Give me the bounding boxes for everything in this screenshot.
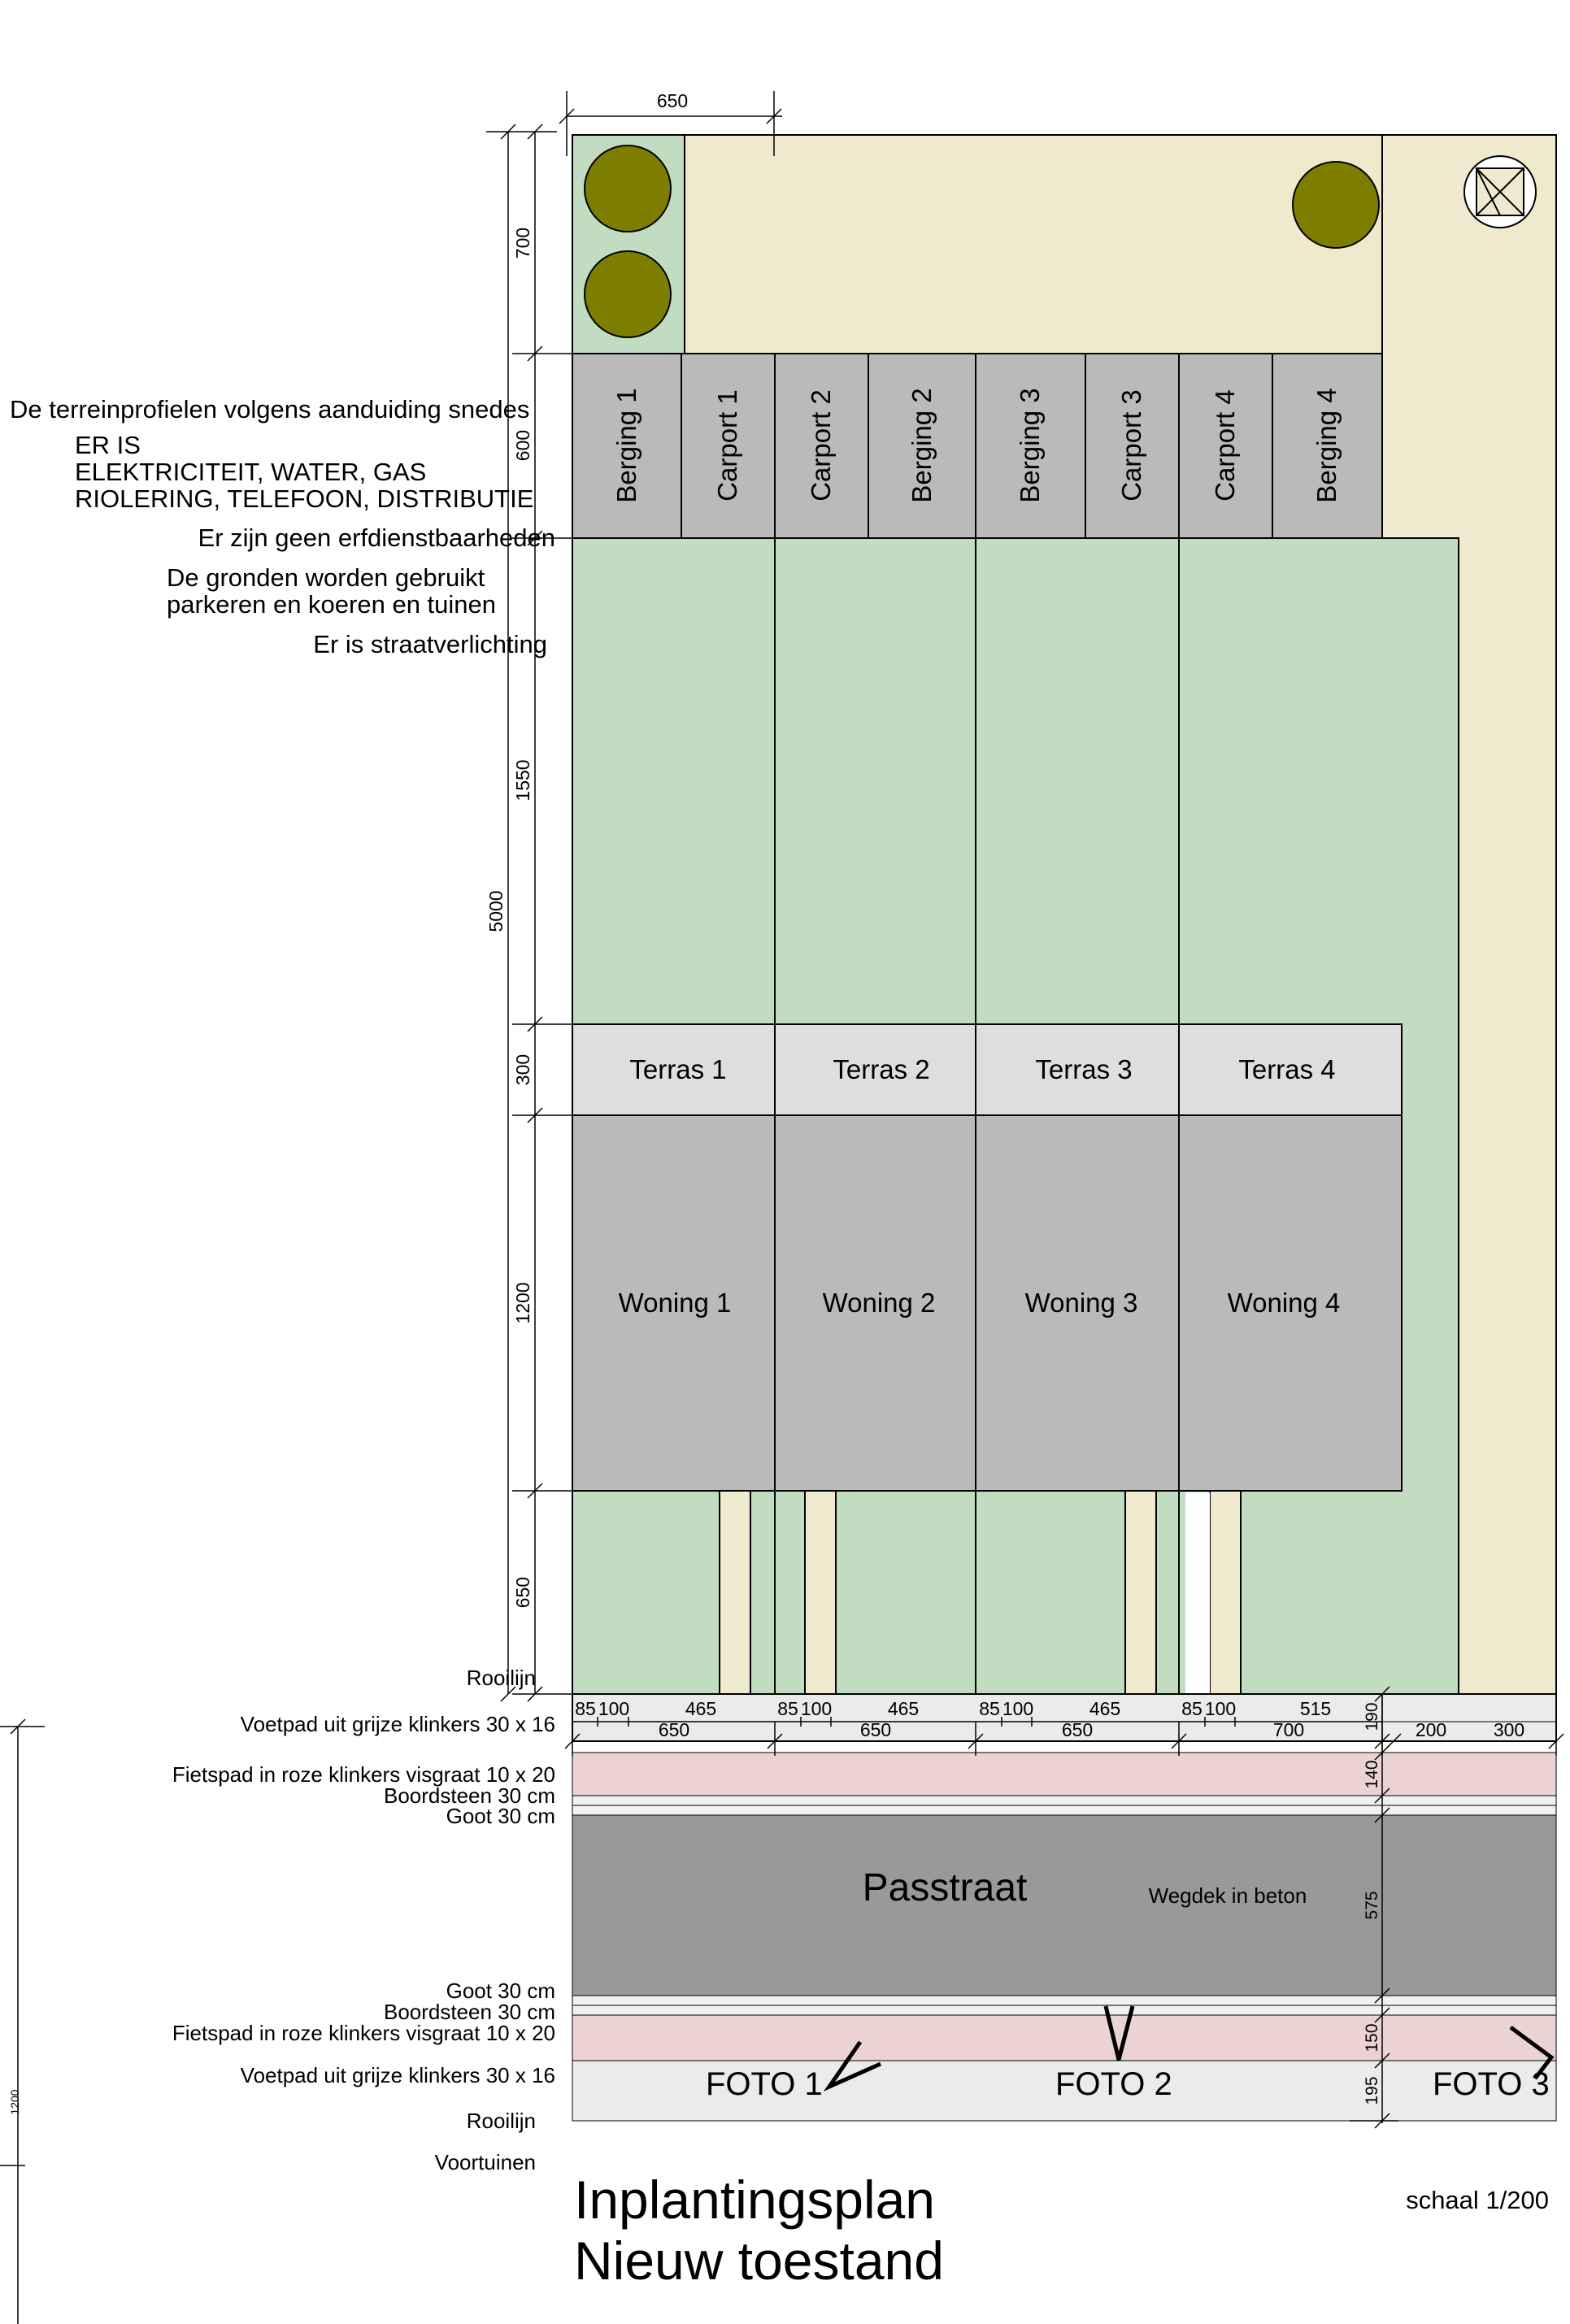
utility-cross-icon: [1464, 156, 1536, 228]
dimension-label: 300: [512, 1053, 533, 1086]
gutter-top: [572, 1805, 1556, 1815]
shed-label: Carport 2: [806, 389, 836, 502]
dimension-label: 150: [1363, 2023, 1381, 2053]
dimension-label: 100: [598, 1698, 630, 1719]
dimension-label: 650: [1061, 1719, 1094, 1740]
dimension-label: 85: [1181, 1698, 1203, 1719]
street-layer-label: Boordsteen 30 cm: [383, 2000, 555, 2024]
house-label: Woning 3: [1024, 1288, 1138, 1318]
plan-title: Inplantingsplan: [574, 2170, 936, 2230]
dimension-label: 85: [777, 1698, 798, 1719]
dimension-label: 600: [512, 429, 533, 462]
dimension-label: 100: [800, 1698, 833, 1719]
dimension-label: 5000: [485, 890, 507, 932]
tree-icon: [1293, 162, 1379, 248]
shed-label: Berging 4: [1311, 388, 1342, 503]
note-utilities-1: ELEKTRICITEIT, WATER, GAS: [75, 458, 427, 486]
house-label: Woning 4: [1227, 1288, 1341, 1318]
dimension-label: 100: [1002, 1698, 1034, 1719]
curb-top: [572, 1796, 1556, 1805]
shed-label: Carport 4: [1210, 389, 1240, 502]
gutter-bottom: [572, 1996, 1556, 2005]
street-layer-label: Fietspad in roze klinkers visgraat 10 x 20: [172, 2021, 555, 2045]
note-profiles: De terreinprofielen volgens aanduiding snedes: [10, 395, 530, 424]
dimension-label: 700: [1272, 1719, 1305, 1740]
storage-row: [572, 354, 1382, 538]
house-label: Woning 1: [618, 1288, 732, 1318]
tree-icon: [585, 146, 671, 232]
photo-marker-label: FOTO 3: [1433, 2066, 1550, 2102]
dimension-label: 200: [1415, 1719, 1447, 1740]
street-layer-label: Goot 30 cm: [446, 1979, 555, 2003]
note-easements: Er zijn geen erfdienstbaarheden: [198, 523, 555, 552]
bikepath-bottom: [572, 2015, 1556, 2061]
terrace-label: Terras 3: [1035, 1054, 1133, 1084]
plan-subtitle: Nieuw toestand: [574, 2231, 944, 2291]
house-label: Woning 2: [822, 1288, 936, 1318]
rooilijn-label: Rooilijn: [466, 1666, 536, 1690]
tree-icon: [585, 251, 671, 337]
shed-label: Berging 2: [907, 388, 937, 503]
dimension-label: 650: [859, 1719, 892, 1740]
dimension-label: 515: [1299, 1698, 1332, 1719]
street-layer-label: Goot 30 cm: [446, 1804, 555, 1828]
street-layer-label: Voetpad uit grijze klinkers 30 x 16: [240, 2063, 555, 2087]
shed-label: Carport 3: [1116, 389, 1146, 502]
dimension-label: 1550: [512, 759, 533, 801]
dimension-label: 650: [656, 90, 689, 111]
terrace-label: Terras 2: [833, 1054, 930, 1084]
road-surface-label: Wegdek in beton: [1148, 1883, 1307, 1908]
bikepath-top: [572, 1753, 1556, 1796]
note-use-1: De gronden worden gebruikt: [167, 563, 485, 592]
dimension-label: 465: [1089, 1698, 1121, 1719]
note-use-2: parkeren en koeren en tuinen: [167, 590, 497, 619]
dimension-label: 190: [1363, 1702, 1381, 1731]
street-layer-label: Boordsteen 30 cm: [383, 1783, 555, 1808]
note-lighting: Er is straatverlichting: [313, 630, 547, 658]
dimension-label: 85: [575, 1698, 596, 1719]
dimension-label: 650: [512, 1576, 533, 1609]
street-name: Passtraat: [862, 1866, 1028, 1909]
driveway-gap: [1185, 1492, 1210, 1693]
rear-garden-sand-area: [685, 135, 1382, 354]
scale-label: schaal 1/200: [1406, 2186, 1549, 2214]
dimension-label: 1200: [8, 2089, 21, 2115]
dimension-label: 195: [1363, 2076, 1381, 2105]
note-er-is: ER IS: [75, 431, 141, 459]
dimension-label: 85: [979, 1698, 1000, 1719]
shed-label: Berging 1: [611, 388, 641, 503]
dimension-label: 1200: [512, 1282, 533, 1324]
dimension-label: 100: [1204, 1698, 1237, 1719]
dimension-label: 465: [685, 1698, 717, 1719]
dimension-label: 700: [512, 227, 533, 259]
terrace-label: Terras 1: [629, 1054, 727, 1084]
note-utilities-2: RIOLERING, TELEFOON, DISTRIBUTIE: [75, 484, 534, 513]
dimension-label: 650: [658, 1719, 690, 1740]
street-layer-label: Voetpad uit grijze klinkers 30 x 16: [240, 1712, 555, 1736]
dimension-label: 140: [1363, 1760, 1381, 1789]
rooilijn-label: Rooilijn: [466, 2109, 536, 2133]
dimension-label: 465: [887, 1698, 920, 1719]
voortuinen-label: Voortuinen: [434, 2150, 536, 2174]
terrace-label: Terras 4: [1238, 1054, 1336, 1084]
photo-marker-label: FOTO 1: [706, 2066, 823, 2102]
photo-marker-label: FOTO 2: [1055, 2066, 1172, 2102]
curb-bottom: [572, 2005, 1556, 2015]
road-surface: [572, 1815, 1556, 1996]
shed-label: Carport 1: [712, 389, 742, 502]
dimension-label: 575: [1363, 1891, 1381, 1920]
shed-label: Berging 3: [1015, 388, 1045, 503]
dimension-label: 300: [1493, 1719, 1525, 1740]
street-layer-label: Fietspad in roze klinkers visgraat 10 x 20: [172, 1762, 555, 1787]
